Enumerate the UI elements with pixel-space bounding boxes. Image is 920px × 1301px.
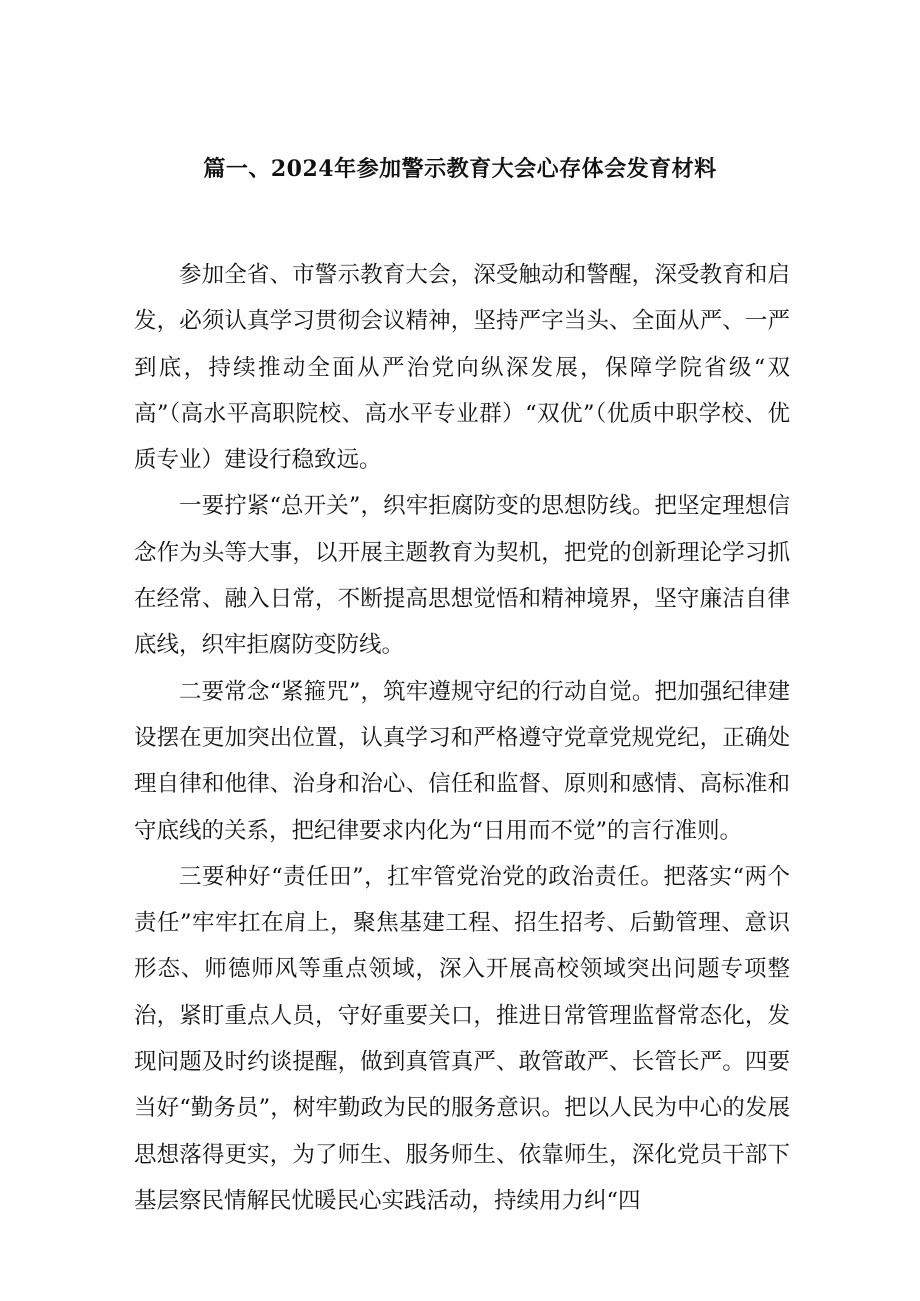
document-title: 篇一、2024年参加警示教育大会心存体会发育材料 — [203, 156, 717, 182]
paragraph-point-two: 二要常念“紧箍咒”，筑牢遵规守纪的行动自觉。把加强纪律建设摆在更加突出位置，认真学习和严格遵守党章党规党纪，正确处理自律和他律、治身和治心、信任和监督、原则和感情、高标准和守底线的关系，把纪律要求内化为“日用而不觉”的言行准则。 — [134, 678, 790, 844]
document-body — [134, 252, 790, 1224]
paragraph-point-one: 一要拧紧“总开关”，织牢拒腐防变的思想防线。把坚定理想信念作为头等大事，以开展主题教育为契机，把党的创新理论学习抓在经常、融入日常，不断提高思想觉悟和精神境界，坚守廉洁自律底线，织牢拒腐防变防线。 — [134, 493, 790, 659]
paragraph-intro: 参加全省、市警示教育大会，深受触动和警醒，深受教育和启发，必须认真学习贯彻会议精神，坚持严字当头、全面从严、一严到底，持续推动全面从严治党向纵深发展，保障学院省级“双高”（高水平高职院校、高水平专业群）“双优”（优质中职学校、优质专业）建设行稳致远。 — [134, 262, 790, 474]
paragraph-point-three: 三要种好“责任田”，扛牢管党治党的政治责任。把落实“两个责任”牢牢扛在肩上，聚焦基建工程、招生招考、后勤管理、意识形态、师德师风等重点领域，深入开展高校领域突出问题专项整治，紧盯重点人员，守好重要关口，推进日常管理监督常态化，发现问题及时约谈提醒，做到真管真严、敢管敢严、长管长严。四要当好“勤务员”，树牢勤政为民的服务意识。把以人民为中心的发展思想落得更实，为了师生、服务师生、依靠师生，深化党员干部下基层察民情解民忧暖民心实践活动，持续用力纠“四 — [134, 863, 790, 1214]
